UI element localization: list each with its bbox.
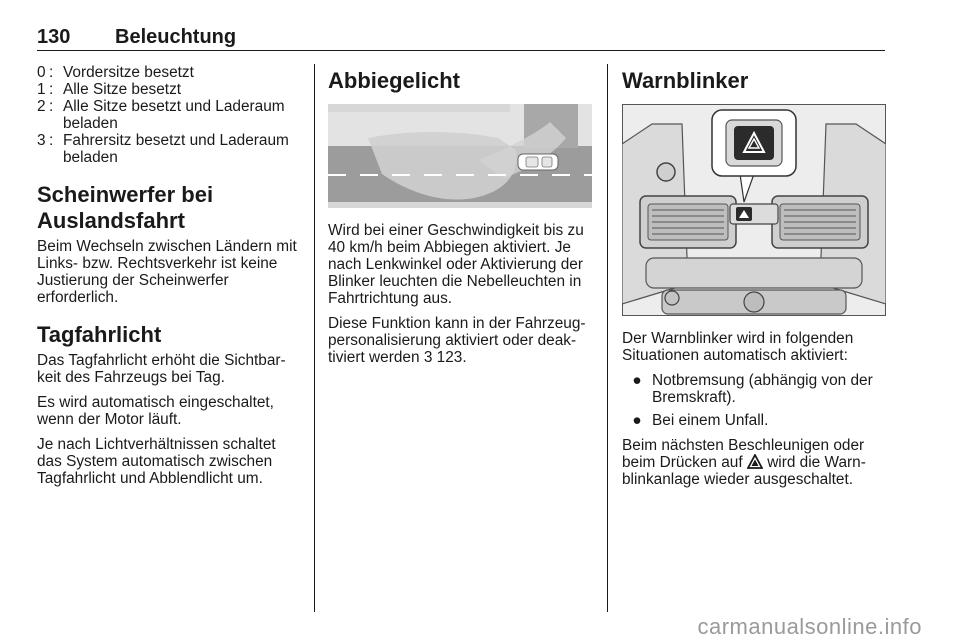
left-column (37, 64, 301, 495)
hazard-switch-illustration (622, 104, 886, 316)
list-item: ● Bei einem Unfall. (632, 412, 769, 429)
foreign-driving-text: Beim Wechseln zwischen Ländern mit Links- bzw. Rechtsverkehr ist keine Justierung der Scheinwerfer erforderlich. (37, 238, 297, 306)
column-divider-right (607, 64, 608, 612)
legend-item: 3 : Fahrersitz besetzt und Laderaum beladen (37, 132, 289, 166)
right-column (622, 64, 886, 496)
watermark: carmanualsonline.info (697, 614, 922, 639)
heading-cornering-light: Abbiegelicht (328, 68, 461, 93)
hazard-triangle-icon (747, 454, 763, 469)
page-reference-icon: 3 (423, 349, 433, 366)
cornering-light-illustration (328, 104, 592, 208)
chapter-title: Beleuchtung (115, 26, 237, 48)
heading-daytime-running-lights: Tagfahrlicht (37, 322, 162, 347)
daylight-paragraph-1: Das Tagfahrlicht erhöht die Sichtbarkeit des Fahrzeugs bei Tag. (37, 352, 286, 386)
legend-item: 0 : Vordersitze besetzt (37, 64, 194, 81)
cornering-light-paragraph-1: Wird bei einer Geschwindigkeit bis zu 40 km/h beim Abbiegen aktiviert. Je nach Lenkwinkel oder Aktivierung der Blinker leuchten die Nebelleuchten in Fahrtrichtung aus. (328, 222, 584, 307)
heading-hazard-warning: Warnblinker (622, 68, 749, 93)
load-level-legend (37, 64, 301, 166)
legend-item: 1 : Alle Sitze besetzt (37, 81, 182, 98)
legend-item: 2 : Alle Sitze besetzt und Laderaum beladen (37, 98, 285, 132)
column-divider-left (314, 64, 315, 612)
middle-column (328, 64, 594, 374)
hazard-conditions-list (622, 372, 886, 429)
daylight-paragraph-3: Je nach Lichtverhältnissen schaltet das System automatisch zwischen Tagfahrlicht und Abblendlicht um. (37, 436, 276, 487)
hazard-intro: Der Warnblinker wird in folgenden Situationen automatisch aktiviert: (622, 330, 854, 364)
page-number: 130 (37, 26, 71, 48)
list-item: ● Notbremsung (abhängig von der Bremskraft). (632, 372, 873, 406)
daylight-paragraph-2: Es wird automatisch eingeschaltet, wenn der Motor läuft. (37, 394, 274, 428)
cornering-light-paragraph-2: Diese Funktion kann in der Fahrzeugpersonalisierung aktiviert oder deaktiviert werden 3 123. (328, 315, 586, 366)
page-reference[interactable]: 123. (436, 349, 467, 366)
page-header (37, 26, 885, 51)
heading-foreign-driving: Scheinwerfer bei Auslandsfahrt (37, 182, 214, 233)
hazard-closing: Beim nächsten Beschleunigen oder beim Drücken auf wird die Warnblinkanlage wieder ausgeschaltet. (622, 437, 866, 488)
